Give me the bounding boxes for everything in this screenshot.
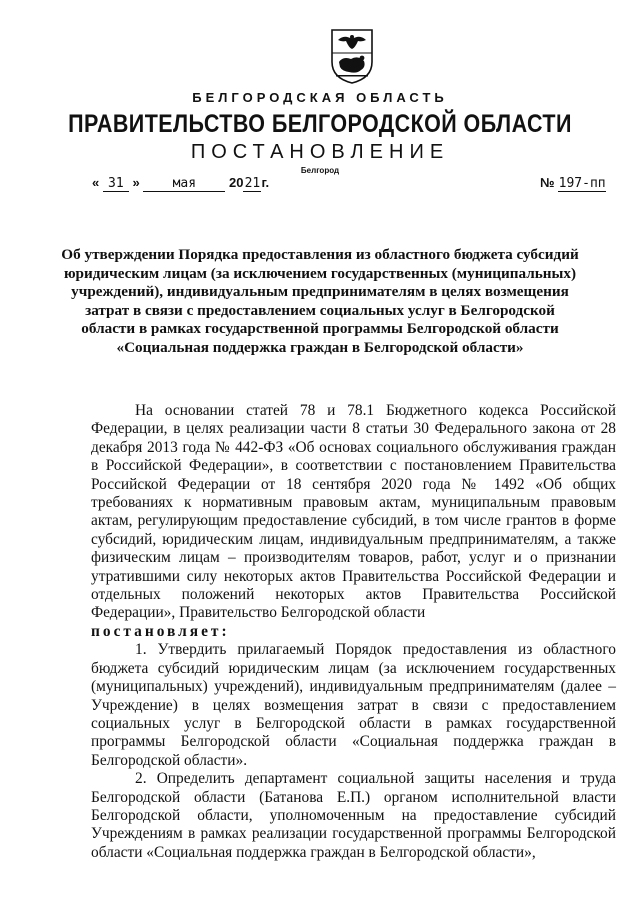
item-1-paragraph: 1. Утвердить прилагаемый Порядок предоставления из областного бюджета субсидий юридическим лицам (за исключением государственных (муниципальных) учреждений), индивидуальным предпринимателям (далее – Учреждение) в целях возмещения затрат в связи с предоставлением социальных услуг в Белгородской области в рамках государственной программы Белгородской области «Социальная поддержка граждан в Белгородской области». [91, 641, 616, 769]
title-line: Об утверждении Порядка предоставления из областного бюджета субсидий [61, 246, 579, 263]
document-title [60, 246, 580, 357]
title-line: учреждений), индивидуальным предпринимателям в целях возмещения [71, 283, 569, 300]
number-label: № [540, 175, 555, 190]
city-name: Белгород [300, 166, 340, 175]
document-number [540, 175, 606, 192]
item-2-paragraph: 2. Определить департамент социальной защиты населения и труда Белгородской области (Батанова Е.П.) органом исполнительной власти Белгородской области, уполномоченным на предоставление субсидий Учреждениям в рамках реализации государственной программы Белгородской области «Социальная поддержка граждан в Белгородской области», [91, 770, 616, 861]
government-name: ПРАВИТЕЛЬСТВО БЕЛГОРОДСКОЙ ОБЛАСТИ [68, 110, 572, 138]
document-date [92, 175, 269, 192]
title-line: затрат в связи с предоставлением социальных услуг в Белгородской [85, 301, 555, 319]
resolves-heading: постановляет: [91, 622, 230, 640]
date-month: мая [143, 176, 225, 192]
date-close-quote: » [132, 175, 140, 190]
title-line: юридическим лицам (за исключением государственных (муниципальных) [63, 264, 577, 282]
date-year-suffix: 21 [244, 176, 261, 191]
date-day: 31 [103, 176, 129, 192]
document-type: ПОСТАНОВЛЕНИЕ [190, 141, 450, 163]
title-line: «Социальная поддержка граждан в Белгородской области» [116, 338, 524, 356]
date-year-unit: г. [261, 175, 270, 190]
title-line: области в рамках государственной программы Белгородской области [81, 320, 559, 337]
document-body [91, 402, 616, 862]
number-value: 197-пп [558, 176, 606, 191]
coat-of-arms-emblem [331, 26, 373, 84]
date-open-quote: « [92, 175, 100, 190]
region-name: БЕЛГОРОДСКАЯ ОБЛАСТЬ [192, 90, 448, 105]
preamble-paragraph: На основании статей 78 и 78.1 Бюджетного кодекса Российской Федерации, в целях реализации части 8 статьи 30 Федерального закона от 28 декабря 2013 года № 442-ФЗ «Об основах социального обслуживания граждан в Российской Федерации», в соответствии с постановлением Правительства Российской Федерации от 18 сентября 2020 года № 1492 «Об общих требованиях к нормативным правовым актам, муниципальным правовым актам, регулирующим предоставление субсидий, в том числе грантов в форме субсидий, юридическим лицам, индивидуальным предпринимателям, а также физическим лицам – производителям товаров, работ, услуг и о признании утратившими силу некоторых актов Правительства Российской Федерации и отдельных положений некоторых актов Правительства Российской Федерации», Правительство Белгородской области [91, 402, 616, 622]
date-year-prefix: 20 [228, 175, 244, 190]
